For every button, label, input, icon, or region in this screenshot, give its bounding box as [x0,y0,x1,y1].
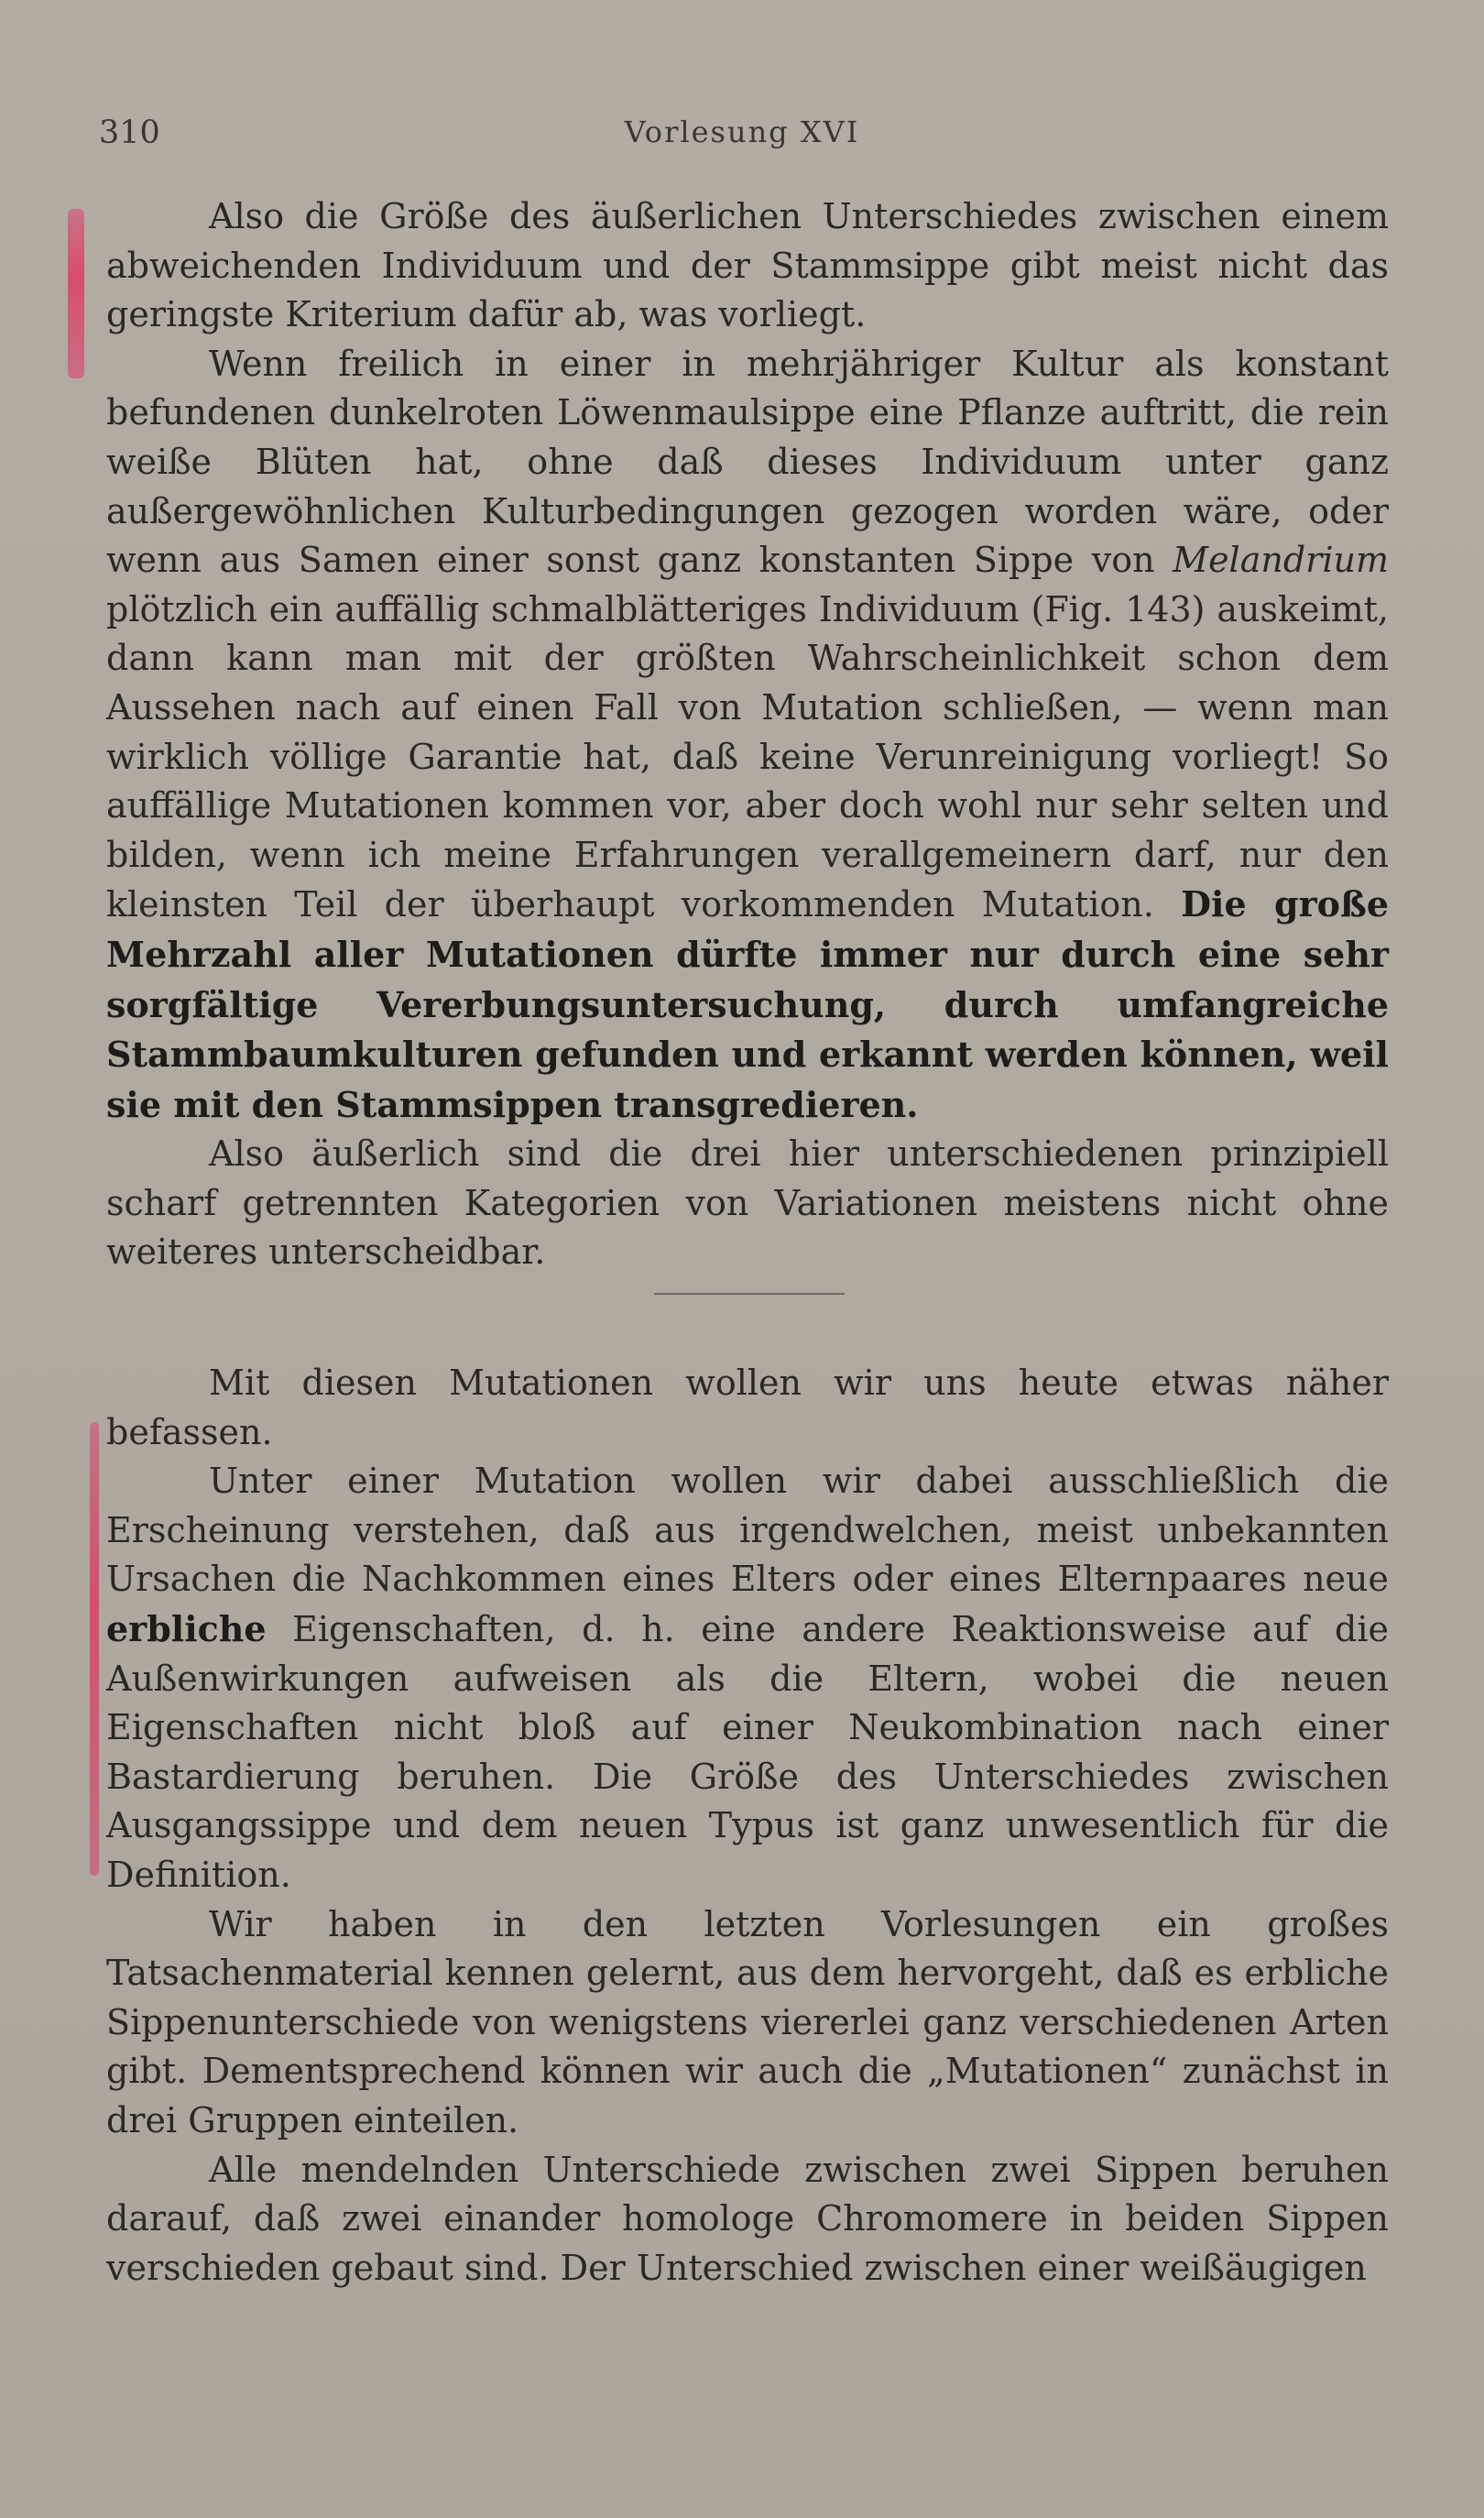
paragraph: Alle mendelnden Unterschiede zwischen zwei Sippen beruhen darauf, daß zwei einander homologe Chromomere in beiden Sippen verschieden gebaut sind. Der Unterschied zwischen einer weißäugigen [106,2149,1389,2288]
paragraph: Unter einer Mutation wollen wir dabei ausschließlich die Erscheinung verstehen, daß aus irgendwelchen, meist unbekannten Ursachen die Nachkommen eines Elters oder eines Elternpaares neue erbliche Eigenschaften, d. h. eine andere Reaktionsweise auf die Außenwirkungen aufweisen als die Eltern, wobei die neuen Eigenschaften nicht bloß auf einer Neukombination nach einer Bastardierung beruhen. Die Größe des Unterschiedes zwischen Ausgangssippe und dem neuen Typus ist ganz unwesentlich für die Definition. [106,1461,1389,1895]
paragraph: Wir haben in den letzten Vorlesungen ein großes Tatsachenmaterial kennen gelernt, aus dem hervorgeht, daß es erbliche Sippenunterschiede von wenigstens viererlei ganz verschiedenen Arten gibt. Dementsprechend können wir auch die „Mutationen“ zunächst in drei Gruppen einteilen. [106,1903,1389,2140]
section-after-rule [106,1359,1389,2293]
bold-term: erbliche [106,1607,267,1649]
species-name: Melandrium [1173,540,1389,581]
highlighter-mark [68,209,84,378]
paragraph: Wenn freilich in einer in mehrjähriger Kultur als konstant befundenen dunkelroten Löwenmaulsippe eine Pflanze auftritt, die rein weiße Blüten hat, ohne daß dieses Individuum unter ganz außergewöhnlichen Kulturbedingungen gezogen worden wäre, oder wenn aus Samen einer sonst ganz konstanten Sippe von Melandrium plötzlich ein auffällig schmalblätteriges Individuum (Fig. 143) auskeimt, dann kann man mit der größten Wahrscheinlichkeit schon dem Aussehen nach auf einen Fall von Mutation schließen, — wenn man wirklich völlige Garantie hat, daß keine Verunreinigung vorliegt! So auffällige Mutationen kommen vor, aber doch wohl nur sehr selten und bilden, wenn ich meine Erfahrungen verallgemeinern darf, nur den kleinsten Teil der überhaupt vorkommenden Mutation. Die große Mehrzahl aller Mutationen dürfte immer nur durch eine sehr sorgfältige Vererbungsuntersuchung, durch umfangreiche Stammbaumkulturen gefunden und erkannt werden können, weil sie mit den Stammsippen transgredieren. [106,343,1390,1125]
paragraph: Mit diesen Mutationen wollen wir uns heute etwas näher befassen. [106,1363,1389,1452]
paragraph: Also die Größe des äußerlichen Unterschiedes zwischen einem abweichenden Individuum und der Stammsippe gibt meist nicht das geringste Kriterium dafür ab, was vorliegt. [106,196,1389,335]
section-divider [654,1293,845,1295]
running-title: Vorlesung XVI [624,115,860,149]
paragraph: Also äußerlich sind die drei hier unterschiedenen prinzipiell scharf getrennten Kategorien von Variationen meistens nicht ohne weiteres unterscheidbar. [106,1133,1389,1273]
bold-statement: Die große Mehrzahl aller Mutationen dürfte immer nur durch eine sehr sorgfältige Vererbungsuntersuchung, durch umfangreiche Stammbaumkulturen gefunden und erkannt werden können, weil sie mit den Stammsippen transgredieren. [106,883,1390,1125]
page-number: 310 [99,115,160,151]
section-before-rule [106,192,1389,1277]
highlighter-mark [90,1422,99,1876]
